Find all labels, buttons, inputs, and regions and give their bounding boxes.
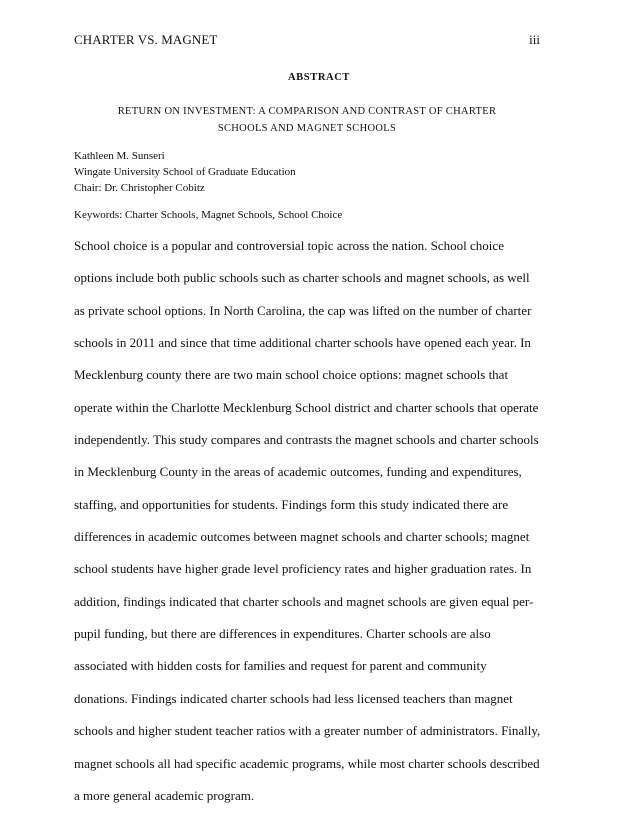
chair: Chair: Dr. Christopher Cobitz: [74, 182, 205, 194]
institution: Wingate University School of Graduate Education: [74, 166, 296, 178]
abstract-title: [74, 103, 540, 137]
abstract-title-line: SCHOOLS AND MAGNET SCHOOLS: [217, 123, 397, 134]
body-line: magnet schools all had specific academic programs, while most charter schools described: [74, 755, 540, 771]
body-line: schools in 2011 and since that time additional charter schools have opened each year. In: [74, 335, 531, 351]
abstract-heading: ABSTRACT: [288, 72, 350, 83]
abstract-body: [74, 236, 544, 818]
body-line: operate within the Charlotte Mecklenburg School district and charter schools that operate: [74, 399, 539, 415]
body-line: schools and higher student teacher ratios with a greater number of administrators. Finally,: [74, 723, 541, 739]
running-head: CHARTER VS. MAGNET: [74, 32, 218, 47]
body-line: associated with hidden costs for families and request for parent and community: [74, 658, 487, 674]
body-line: school students have higher grade level proficiency rates and higher graduation rates. In: [74, 561, 532, 577]
body-line: addition, findings indicated that charter schools and magnet schools are given equal per-: [74, 593, 534, 609]
body-line: options include both public schools such as charter schools and magnet schools, as well: [74, 270, 530, 286]
body-line: staffing, and opportunities for students. Findings form this study indicated there are: [74, 496, 509, 512]
body-line: differences in academic outcomes between magnet schools and charter schools; magnet: [74, 529, 530, 545]
body-line: School choice is a popular and controversial topic across the nation. School choice: [74, 238, 504, 253]
abstract-title-line: RETURN ON INVESTMENT: A COMPARISON AND CONTRAST OF CHARTER: [117, 106, 497, 117]
body-line: pupil funding, but there are differences in expenditures. Charter schools are also: [74, 626, 491, 642]
body-line: a more general academic program.: [74, 787, 255, 803]
author-block: [74, 148, 296, 196]
body-line: independently. This study compares and contrasts the magnet schools and charter schools: [74, 432, 539, 448]
author-name: Kathleen M. Sunseri: [74, 150, 165, 162]
body-line: Mecklenburg county there are two main school choice options: magnet schools that: [74, 367, 509, 383]
body-line: as private school options. In North Carolina, the cap was lifted on the number of charter: [74, 302, 532, 318]
body-line: in Mecklenburg County in the areas of academic outcomes, funding and expenditures,: [74, 464, 522, 480]
body-line: donations. Findings indicated charter schools had less licensed teachers than magnet: [74, 690, 513, 706]
page-number: iii: [529, 32, 540, 47]
keywords: Keywords: Charter Schools, Magnet Schools, School Choice: [74, 209, 343, 221]
